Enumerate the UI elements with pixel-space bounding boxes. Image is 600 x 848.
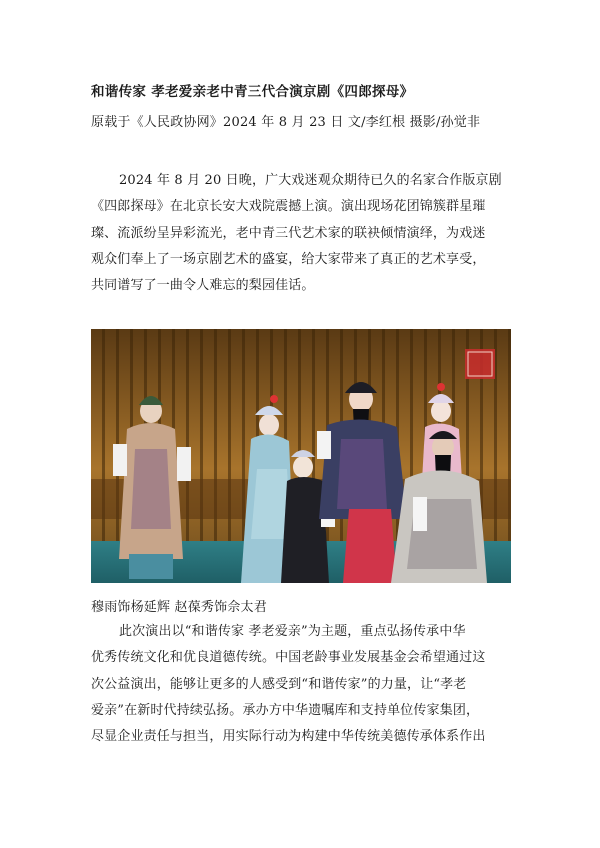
paragraph-line: 共同谱写了一曲令人难忘的梨园佳话。 [91,278,315,294]
paragraph-line: 2024 年 8 月 20 日晚，广大戏迷观众期待已久的名家合作版京剧 [119,173,502,188]
paragraph-line: 观众们奉上了一场京剧艺术的盛宴，给大家带来了真正的艺术享受， [91,251,486,267]
article-title: 和谐传家 孝老爱亲老中青三代合演京剧《四郎探母》 [91,84,414,100]
paragraph-line: 此次演出以“和谐传家 孝老爱亲”为主题，重点弘扬传承中华 [119,624,466,639]
article-byline: 原载于《人民政协网》2024 年 8 月 23 日 文/李红根 摄影/孙觉非 [91,115,481,130]
paragraph-line: 璨、流派纷呈异彩流光，老中青三代艺术家的联袂倾情演绎，为戏迷 [91,225,486,241]
paragraph-line: 次公益演出，能够让更多的人感受到“和谐传家”的力量，让“孝老 [91,676,467,692]
paragraph-line: 尽显企业责任与担当，用实际行动为构建中华传统美德传承体系作出 [91,729,486,745]
opera-stage-photo [91,329,511,583]
paragraph-line: 《四郎探母》在北京长安大戏院震撼上演。演出现场花团锦簇群星璀 [91,199,486,215]
paragraph-line: 爱亲”在新时代持续弘扬。承办方中华遗嘱库和支持单位传家集团， [91,702,480,718]
paragraph-line: 优秀传统文化和优良道德传统。中国老龄事业发展基金会希望通过这 [91,650,486,666]
paragraph-theme [91,619,515,750]
photo-caption: 穆雨饰杨延辉 赵葆秀饰佘太君 [91,600,267,615]
paragraph-intro [91,168,515,299]
photographer-seal [465,349,495,379]
